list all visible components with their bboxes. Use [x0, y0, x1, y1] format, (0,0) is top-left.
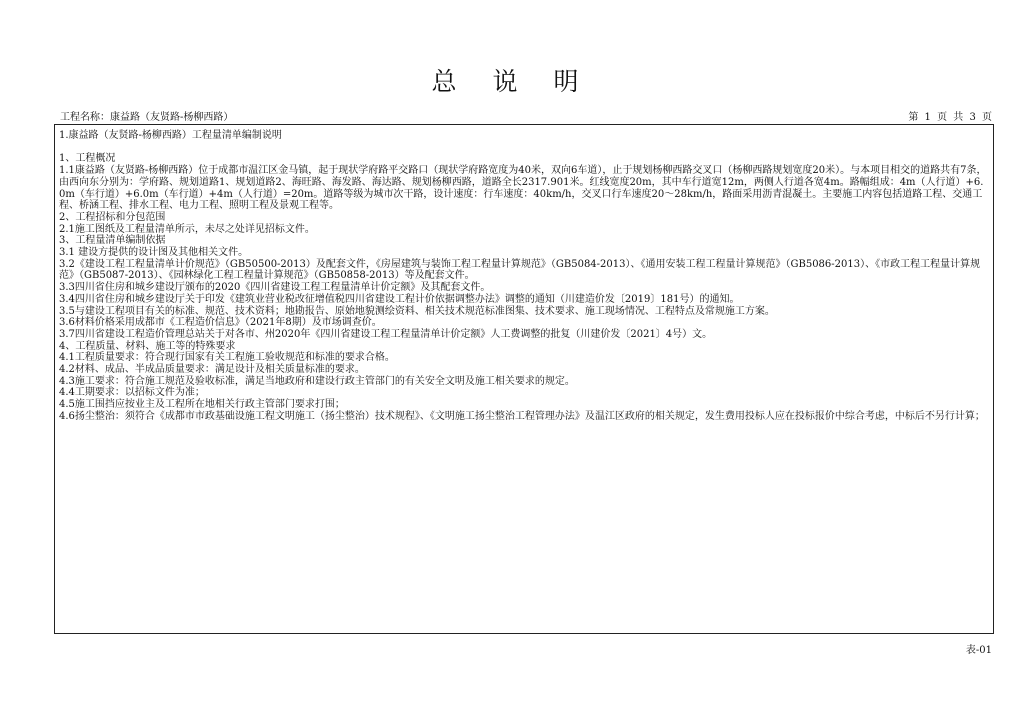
- content-line: 3.6材料价格采用成都市《工程造价信息》（2021年8期）及市场调查价。: [59, 317, 382, 329]
- content-line: 3.3四川省住房和城乡建设厅颁布的2020《四川省建设工程工程量清单计价定额》及其配套文件。: [59, 282, 491, 294]
- content-line: [59, 142, 989, 154]
- content-line: 3.2《建设工程工程量清单计价规范》（GB50500-2013）及配套文件，《房屋建筑与装饰工程工程量计算规范》（GB5084-2013）、《通用安装工程工程量计算规范》（GB5086-2013）、《市政工程工程量计算规范》（GB5087-2013）、《园林绿化工程工程量计算规范》（GB50858-2013）等及配套文件。: [59, 258, 981, 282]
- content-line: 3.5与建设工程项目有关的标准、规范、技术资料；地勘报告、原始地貌测绘资料、相关技术规范标准图集、技术要求、施工现场情况、工程特点及常规施工方案。: [59, 305, 775, 317]
- content-line: 4.6扬尘整治：须符合《成都市市政基础设施工程文明施工（扬尘整治）技术规程》、《文明施工扬尘整治工程管理办法》及温江区政府的相关规定，发生费用投标人应在投标报价中综合考虑，中标后不另行计算；: [59, 410, 985, 422]
- content-line: 1、工程概况: [59, 153, 116, 165]
- form-code: 表-01: [965, 645, 992, 656]
- content-line: 4.5施工围挡应按业主及工程所在地相关行政主管部门要求打围；: [59, 399, 345, 411]
- content-line: 4.1工程质量要求：符合现行国家有关工程施工验收规范和标准的要求合格。: [59, 352, 395, 364]
- page-info: 第 1 页 共 3 页: [908, 112, 992, 123]
- content-body: [59, 130, 989, 423]
- content-line: 1.康益路（友贤路-杨柳西路）工程量清单编制说明: [59, 130, 282, 141]
- content-line: 4.4工期要求：以招标文件为准；: [59, 387, 205, 399]
- header-row: [56, 111, 994, 125]
- content-line: 1.1康益路（友贤路-杨柳西路）位于成都市温江区金马镇，起于现状学府路平交路口（现状学府路宽度为40米，双向6车道），止于规划杨柳西路交叉口（杨柳西路规划宽度20米）。与本项目相交的道路共有7条，由西向东分别为：学府路、规划道路1、规划道路2、海旺路、海发路、海达路、规划杨柳西路，道路全长2317.901米。红线宽度20m，其中车行道宽12m，两侧人行道各宽4m。路幅组成：4m（人行道）+6.0m（车行道）+6.0m（车行道）+4m（人行道）=20m。道路等级为城市次干路，设计速度：行车速度：40km/h，交叉口行车速度20～28km/h，路面采用沥青混凝土。主要施工内容包括道路工程、交通工程、桥涵工程、排水工程、电力工程、照明工程及景观工程等。: [59, 165, 987, 212]
- content-frame: [54, 124, 994, 634]
- content-line: 3.1 建设方提供的设计图及其他相关文件。: [59, 247, 249, 259]
- content-line: 2.1施工图纸及工程量清单所示，未尽之处详见招标文件。: [59, 223, 315, 235]
- content-line: 2、工程招标和分包范围: [59, 211, 166, 223]
- content-line: 3、工程量清单编制依据: [59, 235, 166, 247]
- content-line: 3.4四川省住房和城乡建设厅关于印发《建筑业营业税改征增值税四川省建设工程计价依据调整办法》调整的通知（川建造价发〔2019〕181号）的通知。: [59, 293, 740, 305]
- project-name: 工程名称：康益路（友贤路-杨柳西路）: [60, 112, 234, 123]
- content-line: 4、工程质量、材料、施工等的特殊要求: [59, 340, 236, 352]
- document-title: 总 说 明: [431, 67, 593, 96]
- content-line: 4.2材料、成品、半成品质量要求：满足设计及相关质量标准的要求。: [59, 364, 365, 376]
- content-line: 3.7四川省建设工程造价管理总站关于对各市、州2020年《四川省建设工程工程量清单计价定额》人工费调整的批复（川建价发〔2021〕4号）文。: [59, 328, 713, 340]
- content-line: 4.3施工要求：符合施工规范及验收标准，满足当地政府和建设行政主管部门的有关安全文明及施工相关要求的规定。: [59, 375, 575, 387]
